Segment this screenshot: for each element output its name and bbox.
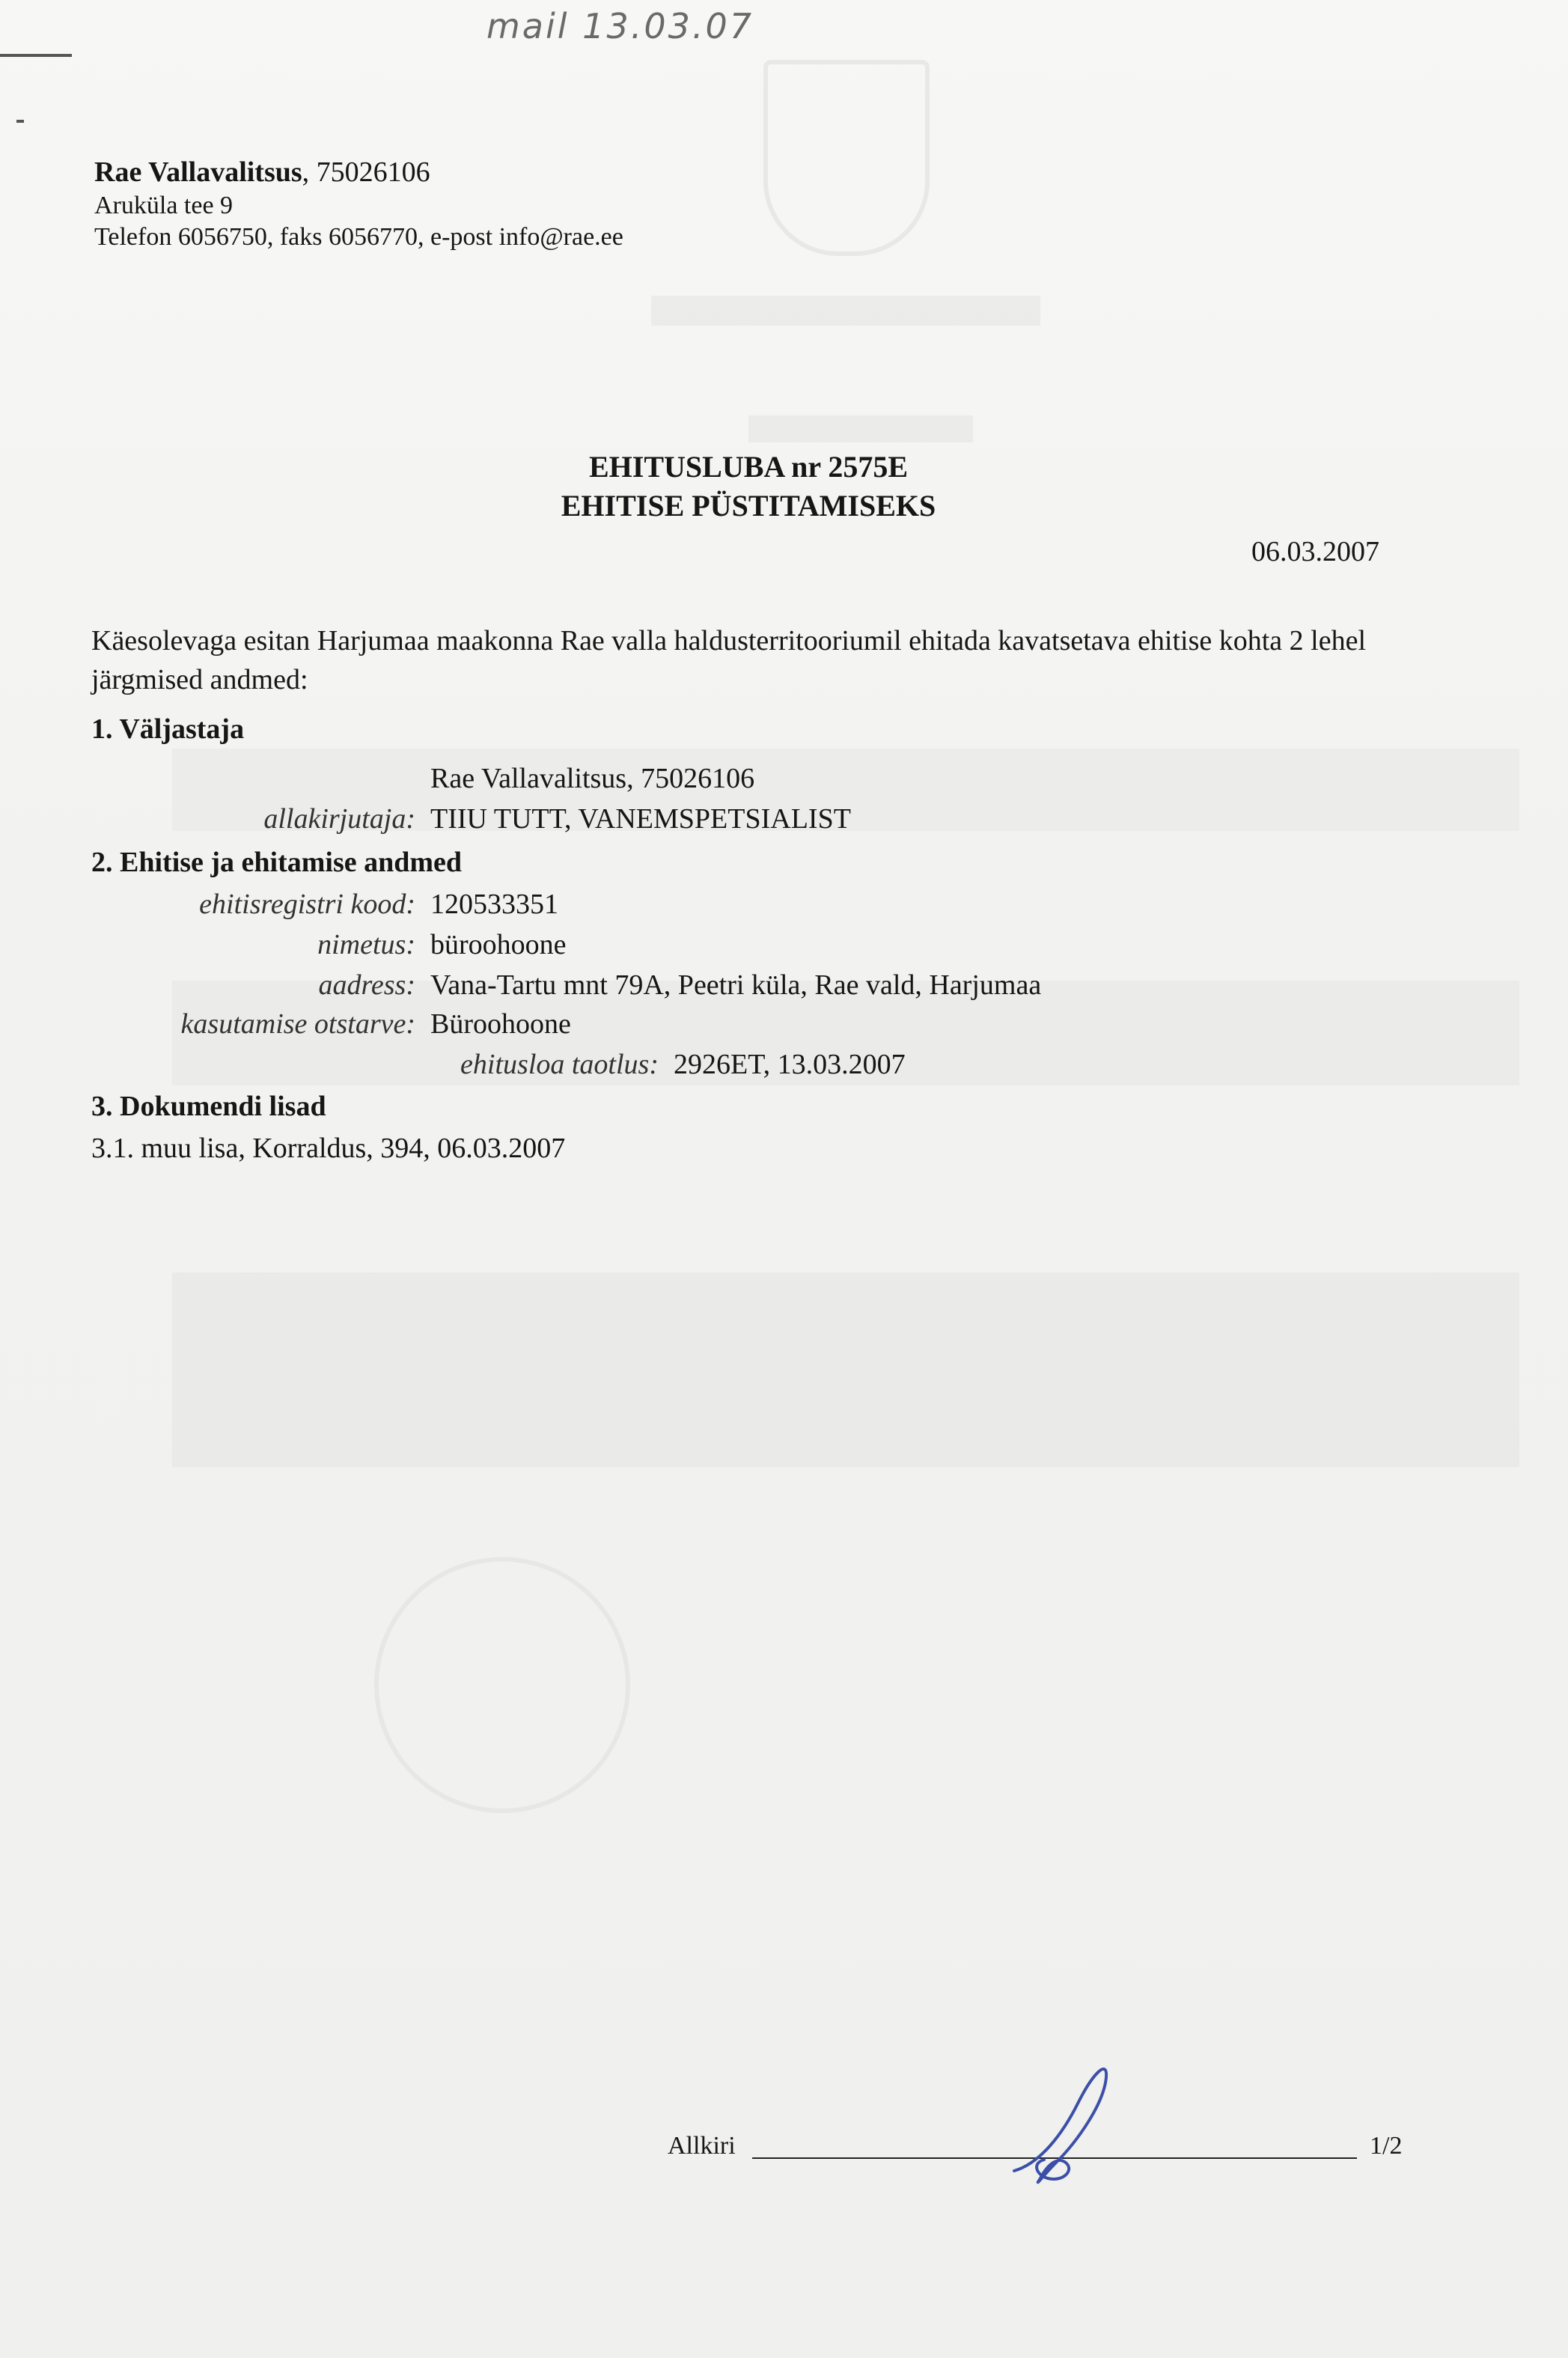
show-through-block (172, 1273, 1519, 1467)
field-value: büroohoone (430, 929, 567, 960)
handwritten-note: mail 13.03.07 (486, 6, 754, 46)
field-label: ehitisregistri kood: (199, 889, 415, 920)
section-attachments-heading: 3. Dokumendi lisad (91, 1091, 326, 1122)
section-building-heading: 2. Ehitise ja ehitamise andmed (91, 847, 463, 878)
signer-label: allakirjutaja: (263, 803, 415, 835)
sender-block (94, 156, 623, 252)
permit-subtitle: EHITISE PÜSTITAMISEKS (561, 489, 936, 523)
sender-address: Aruküla tee 9 (94, 192, 234, 219)
application-value: 2926ET, 13.03.2007 (674, 1049, 906, 1080)
show-through-crest (763, 60, 930, 256)
field-value: Vana-Tartu mnt 79A, Peetri küla, Rae vald, Harjumaa (430, 969, 1042, 1001)
show-through-block (651, 296, 1040, 326)
edge-mark (16, 120, 24, 123)
sender-contacts: Telefon 6056750, faks 6056770, e-post info@rae.ee (94, 223, 623, 251)
show-through-stamp (374, 1557, 630, 1813)
signer-value: TIIU TUTT, VANEMSPETSIALIST (430, 803, 851, 835)
document-date: 06.03.2007 (1251, 536, 1379, 567)
show-through-block (748, 415, 973, 442)
field-value: Büroohoone (430, 1008, 571, 1040)
edge-mark (0, 54, 72, 57)
intro-paragraph: Käesolevaga esitan Harjumaa maakonna Rae valla haldusterritooriumil ehitada kavatsetava ehitise kohta 2 lehel järgmised andmed: (91, 625, 1367, 695)
issuer-value: Rae Vallavalitsus, 75026106 (430, 763, 755, 794)
section-issuer-heading: 1. Väljastaja (91, 713, 245, 745)
field-value: 120533351 (430, 889, 558, 920)
application-label: ehitusloa taotlus: (460, 1049, 659, 1080)
permit-title: EHITUSLUBA nr 2575E (588, 450, 909, 484)
field-label: nimetus: (317, 929, 415, 960)
handwritten-signature (973, 2051, 1138, 2201)
sender-code: , 75026106 (302, 156, 430, 188)
attachment-item: 3.1. muu lisa, Korraldus, 394, 06.03.2007 (91, 1133, 566, 1164)
sender-name: Rae Vallavalitsus (94, 156, 302, 188)
page-number: 1/2 (1370, 2132, 1403, 2160)
field-label: aadress: (318, 969, 415, 1001)
sender-name-line (94, 156, 623, 189)
signature-label: Allkiri (668, 2132, 736, 2160)
field-label: kasutamise otstarve: (180, 1008, 415, 1040)
